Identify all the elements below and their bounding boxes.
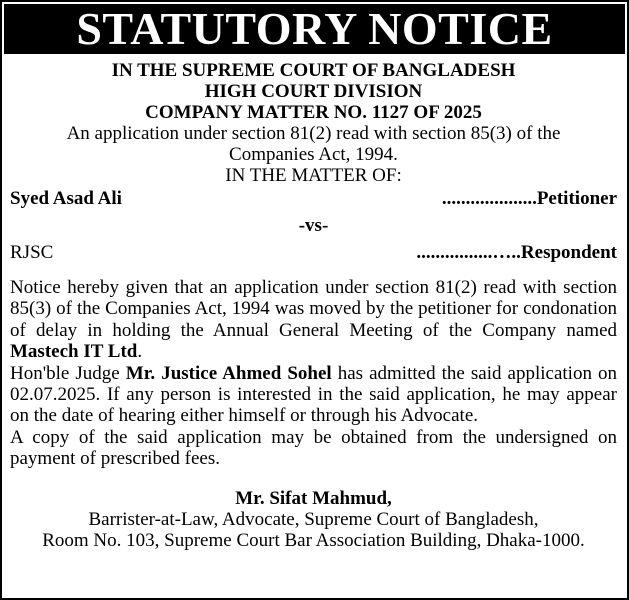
respondent-role: ................…..Respondent xyxy=(416,242,617,263)
company-name: Mastech IT Ltd xyxy=(10,341,138,363)
application-line-1: An application under section 81(2) read with section 85(3) of the xyxy=(66,123,561,144)
body-paragraph-2 xyxy=(10,363,617,427)
application-line-2: Companies Act, 1994. xyxy=(229,144,398,165)
respondent-row xyxy=(10,242,617,263)
signature-block xyxy=(10,488,617,551)
petitioner-name: Syed Asad Ali xyxy=(10,188,122,209)
court-division: HIGH COURT DIVISION xyxy=(204,81,423,102)
notice-body xyxy=(10,277,617,470)
petitioner-row xyxy=(10,188,617,209)
p1-end: . xyxy=(137,341,143,363)
body-paragraph-3: A copy of the said application may be obtained from the undersigned on payment of prescribed fees. xyxy=(10,426,617,470)
notice-content xyxy=(2,54,627,551)
advocate-name: Mr. Sifat Mahmud, xyxy=(235,487,392,509)
body-paragraph-1 xyxy=(10,277,617,363)
in-the-matter-of: IN THE MATTER OF: xyxy=(225,165,402,186)
advocate-address: Room No. 103, Supreme Court Bar Association Building, Dhaka-1000. xyxy=(42,529,585,551)
judge-name: Mr. Justice Ahmed Sohel xyxy=(125,362,332,384)
court-header xyxy=(10,60,617,186)
notice-banner: STATUTORY NOTICE xyxy=(4,4,625,54)
court-name: IN THE SUPREME COURT OF BANGLADESH xyxy=(111,60,516,81)
versus-label: -vs- xyxy=(298,215,329,236)
p2-start: Hon'ble Judge xyxy=(10,362,126,384)
p1-text: Notice hereby given that an application under section 81(2) read with section 85(3) of the Companies Act, 1994 was moved by the petitioner for condonation of delay in holding the Annual General Meeting of the Company named xyxy=(10,277,617,341)
petitioner-role: ....................Petitioner xyxy=(441,188,617,209)
p2-rest: has admitted the said application on 02.07.2025. If any person is interested in the said application, he may appear on the date of hearing either himself or through his Advocate. xyxy=(10,362,618,427)
advocate-title: Barrister-at-Law, Advocate, Supreme Court of Bangladesh, xyxy=(88,508,539,530)
matter-number: COMPANY MATTER NO. 1127 OF 2025 xyxy=(145,102,482,123)
respondent-name: RJSC xyxy=(10,242,54,263)
